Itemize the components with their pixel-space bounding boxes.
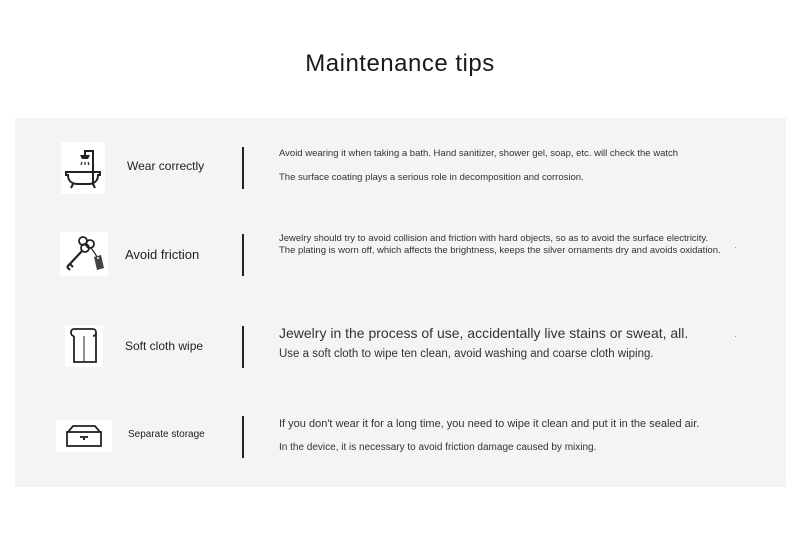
tip-row-separate-storage bbox=[15, 414, 786, 474]
stray-mark bbox=[735, 336, 736, 337]
tip-description bbox=[279, 417, 749, 454]
tip-row-soft-cloth-wipe bbox=[15, 322, 786, 382]
page-title: Maintenance tips bbox=[305, 50, 495, 77]
tip-line: The surface coating plays a serious role in decomposition and corrosion. bbox=[279, 172, 584, 183]
cloth-towel-icon bbox=[65, 325, 103, 367]
keys-tag-icon bbox=[60, 232, 108, 276]
tip-label: Separate storage bbox=[128, 429, 205, 440]
divider bbox=[242, 416, 244, 458]
tip-line: In the device, it is necessary to avoid friction damage caused by mixing. bbox=[279, 442, 597, 453]
tip-line: Avoid wearing it when taking a bath. Hand sanitizer, shower gel, soap, etc. will check the watch bbox=[279, 148, 679, 159]
divider bbox=[242, 326, 244, 368]
tip-line: The plating is worn off, which affects the brightness, keeps the silver ornaments dry and avoids oxidation. bbox=[279, 244, 721, 256]
tip-row-wear-correctly bbox=[15, 140, 786, 200]
tip-label: Avoid friction bbox=[125, 247, 200, 262]
tip-label: Wear correctly bbox=[127, 159, 205, 173]
bathtub-shower-icon bbox=[61, 142, 105, 194]
divider bbox=[242, 234, 244, 276]
tip-line: Jewelry should try to avoid collision and friction with hard objects, so as to avoid the surface electricity. bbox=[279, 233, 709, 244]
tip-line: Use a soft cloth to wipe ten clean, avoid washing and coarse cloth wiping. bbox=[279, 348, 654, 360]
tips-panel bbox=[15, 118, 786, 487]
tip-line: Jewelry in the process of use, accidentally live stains or sweat, all. bbox=[279, 325, 689, 341]
storage-box-icon bbox=[56, 420, 112, 452]
tip-row-avoid-friction bbox=[15, 230, 786, 290]
tip-description bbox=[279, 148, 739, 184]
tip-description bbox=[279, 324, 759, 362]
tip-label: Soft cloth wipe bbox=[125, 339, 204, 353]
divider bbox=[242, 147, 244, 189]
stray-mark bbox=[735, 247, 736, 248]
tip-line: If you don't wear it for a long time, you need to wipe it clean and put it in the sealed air. bbox=[279, 418, 700, 430]
tip-description bbox=[279, 233, 739, 256]
